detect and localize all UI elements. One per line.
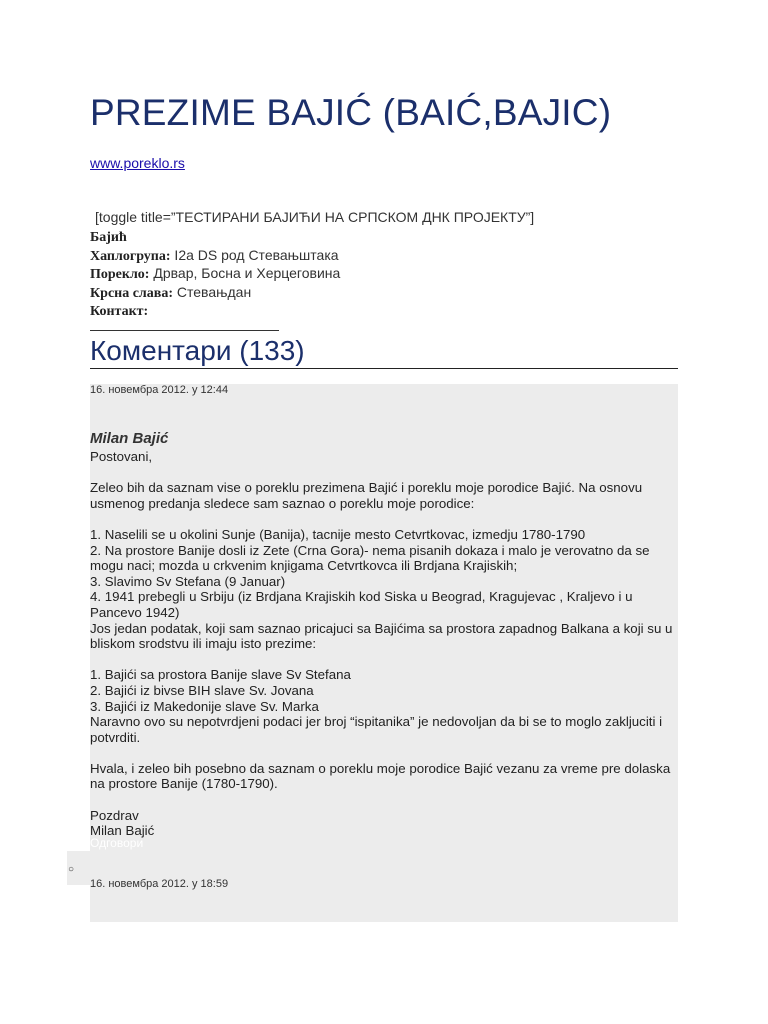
haplogroup-value: I2a DS род Стевањштака <box>170 246 339 263</box>
bullet-circle-icon: ○ <box>68 864 75 875</box>
info-name-row <box>90 228 340 247</box>
divider-line <box>90 330 279 331</box>
slava-value: Стевањдан <box>173 283 252 300</box>
comment-date: 16. новембра 2012. у 12:44 <box>90 384 229 396</box>
info-name: Бајић <box>90 230 127 245</box>
slava-label: Крсна слава: <box>90 285 174 301</box>
comment-paragraph: Zeleo bih da saznam vise o poreklu prezimena Bajić i poreklu moje porodice Bajić. Na osnovu usmenog predanja sledece sam saznao o poreklu moje porodice: <box>90 480 643 511</box>
comment-body <box>90 449 676 839</box>
page-title: PREZIME BAJIĆ (BAIĆ,BAJIC) <box>90 92 612 133</box>
list-item: 3. Slavimo Sv Stefana (9 Januar) <box>90 573 286 589</box>
surname-info-block <box>90 228 340 321</box>
info-haplogroup-row <box>90 247 340 266</box>
list-item: 1. Bajići sa prostora Banije slave Sv Stefana <box>90 667 351 683</box>
comment-author: Milan Bajić <box>90 430 169 447</box>
origin-value: Дрвар, Босна и Херцеговина <box>149 265 341 281</box>
comments-heading: Коментари (133) <box>90 334 678 369</box>
list-item: Naravno ovo su nepotvrdjeni podaci jer broj “ispitanika” je nedovoljan da bi se to moglo zakljuciti i potvrditi. <box>90 714 663 745</box>
comment-paragraph: Hvala, i zeleo bih posebno da saznam o poreklu moje porodice Bajić vezanu za vreme pre dolaska na prostore Banije (1780-1790). <box>90 760 671 792</box>
haplogroup-label: Хаплогрупа: <box>90 248 171 264</box>
info-slava-row <box>90 284 340 303</box>
paragraph-gap <box>90 745 676 761</box>
comment-date: 16. новембра 2012. у 18:59 <box>90 878 229 890</box>
origin-label: Порекло: <box>90 267 150 282</box>
paragraph-gap <box>90 511 676 527</box>
paragraph-gap <box>90 652 676 668</box>
comment-closing: Pozdrav <box>90 807 139 823</box>
comment-signature: Milan Bajić <box>90 823 155 839</box>
contact-label: Контакт: <box>90 304 149 319</box>
list-item: 2. Bajići iz bivse BIH slave Sv. Jovana <box>90 682 314 698</box>
info-origin-row <box>90 265 340 284</box>
list-item: 3. Bajići iz Makedonije slave Sv. Marka <box>90 698 319 714</box>
list-item: 1. Naselili se u okolini Sunje (Banija), tacnije mesto Cetvrtkovac, izmedju 1780-1790 <box>90 526 586 542</box>
reply-link[interactable]: Одговори <box>90 836 144 850</box>
site-link[interactable]: www.poreklo.rs <box>90 155 185 171</box>
toggle-shortcode-text: [toggle title=”ТЕСТИРАНИ БАЈИЋИ НА СРПСКОМ ДНК ПРОЈЕКТУ”] <box>95 209 535 225</box>
list-item: Jos jedan podatak, koji sam saznao pricajuci sa Bajićima sa prostora zapadnog Balkana a koji su u bliskom srodstvu ili imaju isto prezime: <box>90 620 673 652</box>
list-item: 2. Na prostore Banije dosli iz Zete (Crna Gora)- nema pisanih dokaza i malo je verovatno da se mogu naci; mozda u crkvenim knjigama Cetvrtkovca ili Brdjana Krajiskih; <box>90 542 650 574</box>
comment-greeting: Postovani, <box>90 449 153 464</box>
paragraph-gap <box>90 465 676 481</box>
list-item: 4. 1941 prebegli u Srbiju (iz Brdjana Krajiskih kod Siska u Beograd, Kragujevac , Kraljevo i u Pancevo 1942) <box>90 589 633 620</box>
info-contact-row <box>90 302 340 321</box>
paragraph-gap <box>90 792 676 808</box>
